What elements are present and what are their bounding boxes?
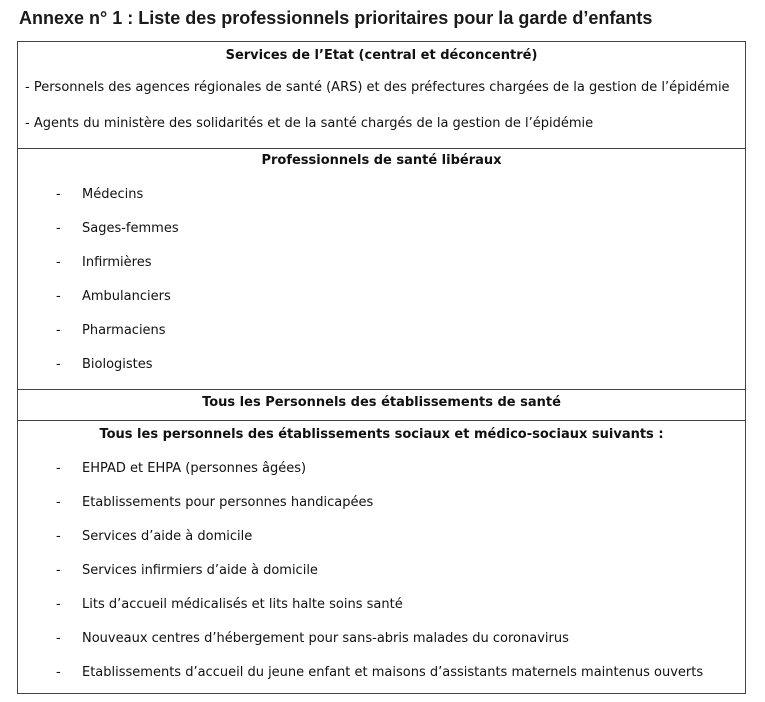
section-heading: Tous les personnels des établissements sociaux et médico-sociaux suivants :: [99, 427, 664, 442]
section-heading: Services de l’Etat (central et déconcentré): [225, 48, 538, 63]
section-heading: Professionnels de santé libéraux: [261, 153, 502, 168]
list-item: Lits d’accueil médicalisés et lits halte soins santé: [82, 597, 403, 612]
bullet-dash: -: [56, 461, 61, 476]
list-item: EHPAD et EHPA (personnes âgées): [82, 461, 307, 476]
section-state-services: [18, 42, 745, 148]
bullet-dash: -: [56, 665, 61, 680]
bullet-dash: -: [56, 597, 61, 612]
list-item: Infirmières: [82, 255, 152, 270]
bullet-dash: -: [56, 357, 61, 372]
priority-professionals-table: [17, 41, 746, 694]
section-health-establishments: [18, 389, 745, 420]
list-item: Services infirmiers d’aide à domicile: [82, 563, 318, 578]
bullet-dash: -: [56, 255, 61, 270]
bullet-dash: -: [56, 289, 61, 304]
section-heading: Tous les Personnels des établissements de santé: [202, 395, 561, 410]
list-item: Médecins: [82, 187, 144, 202]
list-item: Nouveaux centres d’hébergement pour sans-abris malades du coronavirus: [82, 631, 569, 646]
page-title: Annexe n° 1 : Liste des professionnels prioritaires pour la garde d’enfants: [19, 8, 653, 28]
list-item: Biologistes: [82, 357, 153, 372]
bullet-dash: -: [56, 187, 61, 202]
list-item: Sages-femmes: [82, 221, 179, 236]
bullet-dash: -: [56, 323, 61, 338]
bullet-dash: -: [56, 529, 61, 544]
list-item: Services d’aide à domicile: [82, 529, 253, 544]
list-item: Etablissements d’accueil du jeune enfant et maisons d’assistants maternels maintenus ouverts: [82, 665, 704, 680]
list-item: Etablissements pour personnes handicapées: [82, 495, 374, 510]
list-item: Pharmaciens: [82, 323, 166, 338]
list-item: Ambulanciers: [82, 289, 171, 304]
section-social-medico-social: [18, 420, 745, 693]
bullet-dash: -: [56, 495, 61, 510]
bullet-dash: -: [56, 563, 61, 578]
bullet-dash: -: [56, 221, 61, 236]
bullet-dash: -: [56, 631, 61, 646]
list-item: - Agents du ministère des solidarités et de la santé chargés de la gestion de l’épidémie: [25, 116, 594, 131]
list-item: - Personnels des agences régionales de santé (ARS) et des préfectures chargées de la gestion de l’épidémie: [25, 80, 730, 95]
section-liberal-health-professionals: [18, 148, 745, 389]
